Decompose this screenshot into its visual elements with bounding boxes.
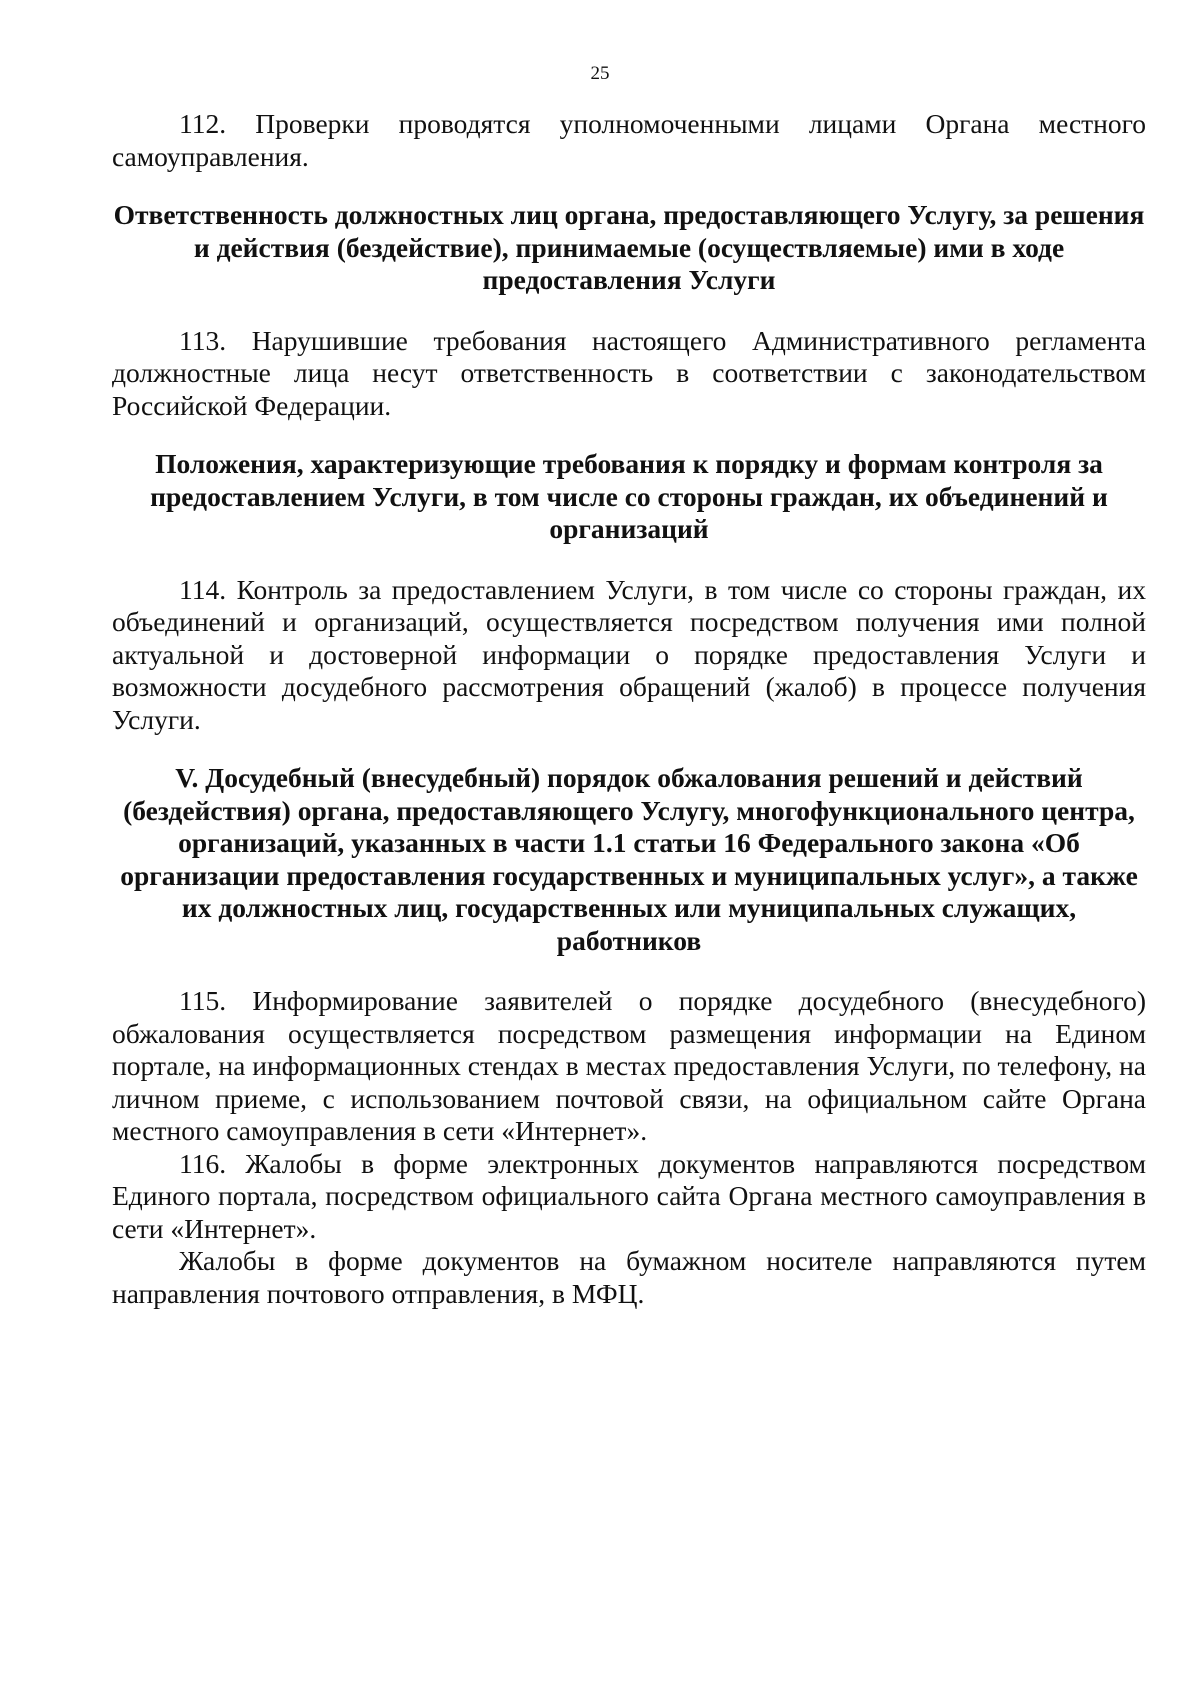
section-heading-responsibility: Ответственность должностных лиц органа, предоставляющего Услугу, за решения и действия (бездействие), принимаемые (осуществляемые) ими в ходе предоставления Услуги (113, 199, 1145, 295)
paragraph-116: 116. Жалобы в форме электронных документов направляются посредством Единого портала, посредством официального сайта Органа местного самоуправления в сети «Интернет». (112, 1147, 1146, 1244)
paragraph-114: 114. Контроль за предоставлением Услуги, в том числе со стороны граждан, их объединений и организаций, осуществляется посредством получения ими полной актуальной и достоверной информации о порядке предоставления Услуги и возможности досудебного рассмотрения обращений (жалоб) в процессе получения Услуги. (112, 573, 1146, 735)
section-heading-control-provisions: Положения, характеризующие требования к порядку и формам контроля за предоставлением Услуги, в том числе со стороны граждан, их объединений и организаций (150, 448, 1108, 544)
paragraph-116-continued: Жалобы в форме документов на бумажном носителе направляются путем направления почтового отправления, в МФЦ. (112, 1245, 1146, 1309)
paragraph-115: 115. Информирование заявителей о порядке досудебного (внесудебного) обжалования осуществляется посредством размещения информации на Едином портале, на информационных стендах в местах предоставления Услуги, по телефону, на личном приеме, с использованием почтовой связи, на официальном сайте Органа местного самоуправления в сети «Интернет». (112, 985, 1146, 1146)
document-body (112, 108, 1146, 1310)
page-number: 25 (590, 63, 610, 84)
paragraph-113: 113. Нарушившие требования настоящего Административного регламента должностные лица несут ответственность в соответствии с законодательством Российской Федерации. (112, 324, 1146, 421)
paragraph-112: 112. Проверки проводятся уполномоченными лицами Органа местного самоуправления. (112, 108, 1146, 172)
section-heading-chapter-v: V. Досудебный (внесудебный) порядок обжалования решений и действий (бездействия) органа, предоставляющего Услугу, многофункционального центра, организаций, указанных в части 1.1 статьи 16 Федерального закона «Об организации предоставления государственных и муниципальных услуг», а также их должностных лиц, государственных или муниципальных служащих, работников (120, 762, 1138, 956)
